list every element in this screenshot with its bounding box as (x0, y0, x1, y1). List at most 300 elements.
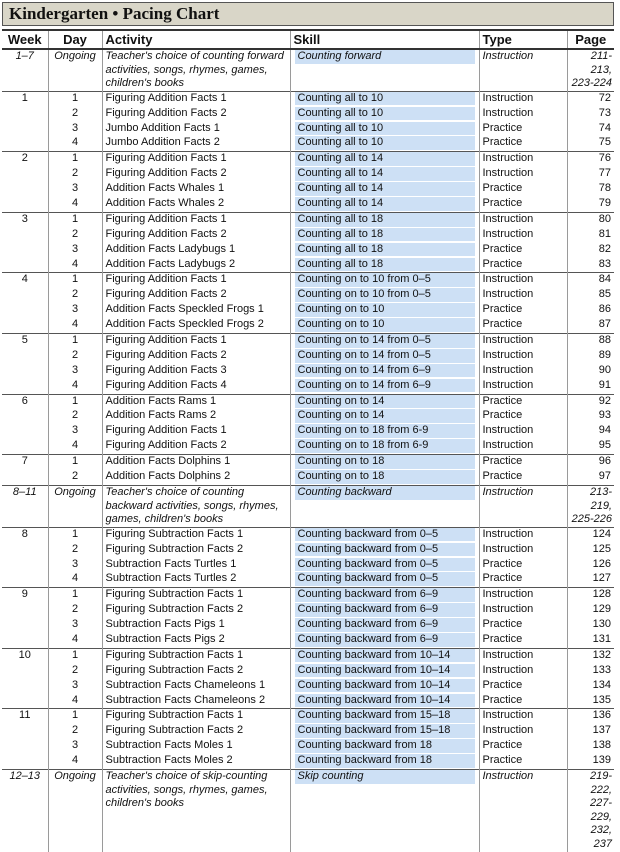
page-cell: 126 (567, 558, 614, 573)
week-cell (2, 228, 48, 243)
skill-highlight: Counting on to 10 (295, 303, 475, 317)
skill-cell (290, 334, 479, 349)
week-cell: 11 (2, 709, 48, 724)
skill-highlight: Counting backward from 0–5 (295, 528, 475, 542)
page-cell: 95 (567, 439, 614, 454)
skill-cell (290, 379, 479, 394)
table-row (2, 603, 614, 618)
page-cell: 127 (567, 572, 614, 587)
skill-highlight: Counting backward from 0–5 (295, 572, 475, 586)
day-cell: 1 (48, 394, 102, 409)
day-cell: 1 (48, 212, 102, 227)
page-cell: 90 (567, 364, 614, 379)
page-cell: 219-222, 227-229, 232, 237 (567, 769, 614, 851)
day-cell: 2 (48, 603, 102, 618)
activity-cell: Jumbo Addition Facts 2 (102, 136, 290, 151)
activity-cell: Subtraction Facts Pigs 1 (102, 618, 290, 633)
activity-cell: Addition Facts Speckled Frogs 2 (102, 318, 290, 333)
skill-cell (290, 303, 479, 318)
type-cell: Instruction (479, 527, 567, 542)
skill-cell (290, 122, 479, 137)
skill-highlight: Counting backward from 10–14 (295, 679, 475, 693)
week-cell: 8–11 (2, 485, 48, 527)
activity-cell: Addition Facts Ladybugs 2 (102, 258, 290, 273)
day-cell: 4 (48, 439, 102, 454)
day-cell: 1 (48, 91, 102, 106)
week-cell (2, 288, 48, 303)
day-cell: 2 (48, 349, 102, 364)
skill-cell (290, 49, 479, 91)
activity-cell: Figuring Addition Facts 2 (102, 349, 290, 364)
week-cell (2, 303, 48, 318)
skill-cell (290, 182, 479, 197)
type-cell: Practice (479, 455, 567, 470)
table-row (2, 212, 614, 227)
activity-cell: Addition Facts Rams 2 (102, 409, 290, 424)
day-cell: 1 (48, 273, 102, 288)
week-cell: 9 (2, 588, 48, 603)
skill-highlight: Counting all to 14 (295, 182, 475, 196)
day-cell: Ongoing (48, 49, 102, 91)
skill-cell (290, 709, 479, 724)
activity-cell: Addition Facts Dolphins 1 (102, 455, 290, 470)
activity-cell: Figuring Subtraction Facts 1 (102, 709, 290, 724)
activity-cell: Addition Facts Whales 2 (102, 197, 290, 212)
type-cell: Instruction (479, 724, 567, 739)
week-cell (2, 754, 48, 769)
skill-cell (290, 288, 479, 303)
page-cell: 76 (567, 152, 614, 167)
skill-cell (290, 455, 479, 470)
table-body (2, 49, 614, 852)
activity-cell: Subtraction Facts Moles 2 (102, 754, 290, 769)
column-header-week: Week (2, 30, 48, 49)
table-row (2, 334, 614, 349)
day-cell: 1 (48, 152, 102, 167)
page-cell: 94 (567, 424, 614, 439)
type-cell: Instruction (479, 107, 567, 122)
table-row (2, 588, 614, 603)
week-cell (2, 572, 48, 587)
day-cell: Ongoing (48, 485, 102, 527)
table-row (2, 273, 614, 288)
skill-highlight: Counting backward (295, 486, 475, 500)
type-cell: Practice (479, 394, 567, 409)
column-header-day: Day (48, 30, 102, 49)
day-cell: 3 (48, 679, 102, 694)
week-cell: 3 (2, 212, 48, 227)
skill-highlight: Counting all to 14 (295, 152, 475, 166)
type-cell: Practice (479, 694, 567, 709)
activity-cell: Addition Facts Whales 1 (102, 182, 290, 197)
day-cell: 4 (48, 572, 102, 587)
skill-highlight: Counting on to 10 from 0–5 (295, 273, 475, 287)
type-cell: Practice (479, 258, 567, 273)
activity-cell: Figuring Subtraction Facts 1 (102, 588, 290, 603)
table-row (2, 288, 614, 303)
day-cell: 3 (48, 618, 102, 633)
type-cell: Practice (479, 558, 567, 573)
table-row (2, 694, 614, 709)
week-cell (2, 439, 48, 454)
type-cell: Practice (479, 136, 567, 151)
week-cell (2, 694, 48, 709)
activity-cell: Teacher's choice of counting backward activities, songs, rhymes, games, children's books (102, 485, 290, 527)
page-cell: 79 (567, 197, 614, 212)
page-cell: 138 (567, 739, 614, 754)
week-cell (2, 318, 48, 333)
page-cell: 78 (567, 182, 614, 197)
week-cell (2, 558, 48, 573)
activity-cell: Figuring Subtraction Facts 2 (102, 664, 290, 679)
week-cell (2, 633, 48, 648)
skill-cell (290, 588, 479, 603)
skill-cell (290, 364, 479, 379)
table-row (2, 739, 614, 754)
type-cell: Instruction (479, 664, 567, 679)
page-cell: 96 (567, 455, 614, 470)
week-cell: 12–13 (2, 769, 48, 851)
activity-cell: Subtraction Facts Moles 1 (102, 739, 290, 754)
skill-highlight: Counting on to 18 from 6-9 (295, 424, 475, 438)
page-cell: 211-213, 223-224 (567, 49, 614, 91)
skill-cell (290, 318, 479, 333)
day-cell: 1 (48, 455, 102, 470)
skill-highlight: Counting all to 18 (295, 258, 475, 272)
day-cell: 2 (48, 228, 102, 243)
skill-cell (290, 664, 479, 679)
skill-highlight: Counting backward from 10–14 (295, 664, 475, 678)
table-row (2, 243, 614, 258)
table-row (2, 618, 614, 633)
skill-cell (290, 409, 479, 424)
week-cell (2, 409, 48, 424)
type-cell: Practice (479, 618, 567, 633)
skill-cell (290, 394, 479, 409)
table-row (2, 349, 614, 364)
table-row (2, 709, 614, 724)
table-row (2, 258, 614, 273)
day-cell: 2 (48, 107, 102, 122)
skill-cell (290, 558, 479, 573)
week-cell (2, 349, 48, 364)
table-row (2, 648, 614, 663)
page-cell: 137 (567, 724, 614, 739)
type-cell: Practice (479, 739, 567, 754)
skill-cell (290, 167, 479, 182)
type-cell: Practice (479, 197, 567, 212)
page-cell: 130 (567, 618, 614, 633)
table-row (2, 122, 614, 137)
skill-cell (290, 679, 479, 694)
type-cell: Instruction (479, 439, 567, 454)
day-cell: 3 (48, 243, 102, 258)
activity-cell: Figuring Addition Facts 3 (102, 364, 290, 379)
day-cell: 1 (48, 709, 102, 724)
skill-cell (290, 694, 479, 709)
page-cell: 81 (567, 228, 614, 243)
skill-highlight: Skip counting (295, 770, 475, 784)
day-cell: 3 (48, 558, 102, 573)
skill-highlight: Counting on to 14 from 0–5 (295, 349, 475, 363)
page-title: Kindergarten • Pacing Chart (2, 2, 614, 26)
skill-cell (290, 424, 479, 439)
day-cell: 4 (48, 633, 102, 648)
skill-cell (290, 724, 479, 739)
week-cell (2, 243, 48, 258)
skill-cell (290, 349, 479, 364)
skill-highlight: Counting all to 10 (295, 107, 475, 121)
activity-cell: Figuring Addition Facts 2 (102, 107, 290, 122)
table-row (2, 455, 614, 470)
skill-highlight: Counting backward from 10–14 (295, 694, 475, 708)
day-cell: 3 (48, 424, 102, 439)
page-cell: 88 (567, 334, 614, 349)
type-cell: Practice (479, 318, 567, 333)
day-cell: 2 (48, 724, 102, 739)
activity-cell: Addition Facts Rams 1 (102, 394, 290, 409)
page-cell: 136 (567, 709, 614, 724)
activity-cell: Teacher's choice of counting forward activities, songs, rhymes, games, children's books (102, 49, 290, 91)
table-row (2, 724, 614, 739)
page-cell: 83 (567, 258, 614, 273)
page-cell: 91 (567, 379, 614, 394)
type-cell: Instruction (479, 349, 567, 364)
page-cell: 73 (567, 107, 614, 122)
skill-cell (290, 633, 479, 648)
week-cell: 6 (2, 394, 48, 409)
activity-cell: Figuring Addition Facts 2 (102, 167, 290, 182)
page-cell: 213-219, 225-226 (567, 485, 614, 527)
week-cell (2, 679, 48, 694)
activity-cell: Figuring Subtraction Facts 2 (102, 543, 290, 558)
table-row (2, 558, 614, 573)
week-cell (2, 379, 48, 394)
week-cell (2, 739, 48, 754)
activity-cell: Figuring Addition Facts 2 (102, 439, 290, 454)
day-cell: 3 (48, 303, 102, 318)
type-cell: Instruction (479, 709, 567, 724)
skill-cell (290, 136, 479, 151)
skill-cell (290, 543, 479, 558)
type-cell: Practice (479, 243, 567, 258)
table-row (2, 664, 614, 679)
type-cell: Instruction (479, 212, 567, 227)
type-cell: Instruction (479, 543, 567, 558)
table-row (2, 409, 614, 424)
table-row (2, 485, 614, 527)
page-cell: 92 (567, 394, 614, 409)
week-cell: 7 (2, 455, 48, 470)
day-cell: Ongoing (48, 769, 102, 851)
type-cell: Instruction (479, 769, 567, 851)
skill-highlight: Counting on to 14 (295, 409, 475, 423)
activity-cell: Figuring Addition Facts 1 (102, 273, 290, 288)
skill-cell (290, 527, 479, 542)
column-header-page: Page (567, 30, 614, 49)
skill-highlight: Counting all to 14 (295, 197, 475, 211)
type-cell: Practice (479, 409, 567, 424)
activity-cell: Figuring Addition Facts 1 (102, 334, 290, 349)
day-cell: 2 (48, 543, 102, 558)
activity-cell: Addition Facts Ladybugs 1 (102, 243, 290, 258)
type-cell: Instruction (479, 288, 567, 303)
type-cell: Instruction (479, 648, 567, 663)
week-cell (2, 258, 48, 273)
page-cell: 74 (567, 122, 614, 137)
page-cell: 84 (567, 273, 614, 288)
table-row (2, 303, 614, 318)
table-row (2, 679, 614, 694)
day-cell: 4 (48, 318, 102, 333)
activity-cell: Figuring Subtraction Facts 1 (102, 527, 290, 542)
page-cell: 77 (567, 167, 614, 182)
skill-highlight: Counting backward from 0–5 (295, 558, 475, 572)
table-row (2, 394, 614, 409)
skill-cell (290, 273, 479, 288)
page-cell: 132 (567, 648, 614, 663)
week-cell (2, 182, 48, 197)
type-cell: Instruction (479, 364, 567, 379)
skill-highlight: Counting backward from 6–9 (295, 618, 475, 632)
table-row (2, 228, 614, 243)
table-row (2, 107, 614, 122)
day-cell: 4 (48, 379, 102, 394)
week-cell: 2 (2, 152, 48, 167)
type-cell: Instruction (479, 588, 567, 603)
column-header-type: Type (479, 30, 567, 49)
table-row (2, 754, 614, 769)
type-cell: Practice (479, 182, 567, 197)
table-row (2, 527, 614, 542)
skill-cell (290, 439, 479, 454)
week-cell (2, 122, 48, 137)
week-cell (2, 197, 48, 212)
table-row (2, 152, 614, 167)
activity-cell: Figuring Addition Facts 1 (102, 212, 290, 227)
type-cell: Practice (479, 633, 567, 648)
table-row (2, 572, 614, 587)
page-cell: 97 (567, 470, 614, 485)
type-cell: Instruction (479, 379, 567, 394)
day-cell: 4 (48, 258, 102, 273)
skill-highlight: Counting all to 10 (295, 136, 475, 150)
activity-cell: Figuring Addition Facts 2 (102, 288, 290, 303)
skill-cell (290, 258, 479, 273)
week-cell (2, 107, 48, 122)
skill-cell (290, 769, 479, 851)
page-cell: 135 (567, 694, 614, 709)
activity-cell: Addition Facts Speckled Frogs 1 (102, 303, 290, 318)
table-row (2, 91, 614, 106)
table-row (2, 167, 614, 182)
type-cell: Instruction (479, 167, 567, 182)
skill-highlight: Counting on to 14 from 6–9 (295, 379, 475, 393)
week-cell: 1 (2, 91, 48, 106)
skill-highlight: Counting backward from 0–5 (295, 543, 475, 557)
week-cell (2, 470, 48, 485)
day-cell: 2 (48, 409, 102, 424)
skill-highlight: Counting on to 10 from 0–5 (295, 288, 475, 302)
week-cell (2, 424, 48, 439)
table-row (2, 182, 614, 197)
table-row (2, 318, 614, 333)
table-row (2, 136, 614, 151)
day-cell: 1 (48, 588, 102, 603)
type-cell: Instruction (479, 273, 567, 288)
skill-cell (290, 648, 479, 663)
pacing-table (2, 29, 614, 852)
table-row (2, 543, 614, 558)
skill-cell (290, 572, 479, 587)
skill-highlight: Counting all to 14 (295, 167, 475, 181)
day-cell: 2 (48, 167, 102, 182)
type-cell: Instruction (479, 49, 567, 91)
skill-cell (290, 754, 479, 769)
week-cell (2, 136, 48, 151)
day-cell: 1 (48, 334, 102, 349)
skill-highlight: Counting all to 10 (295, 92, 475, 106)
week-cell: 5 (2, 334, 48, 349)
skill-cell (290, 91, 479, 106)
skill-cell (290, 485, 479, 527)
activity-cell: Figuring Addition Facts 1 (102, 91, 290, 106)
week-cell (2, 364, 48, 379)
page-cell: 86 (567, 303, 614, 318)
page-cell: 82 (567, 243, 614, 258)
skill-highlight: Counting backward from 15–18 (295, 709, 475, 723)
activity-cell: Teacher's choice of skip-counting activities, songs, rhymes, games, children's books (102, 769, 290, 851)
type-cell: Instruction (479, 152, 567, 167)
skill-highlight: Counting on to 14 (295, 395, 475, 409)
skill-highlight: Counting backward from 18 (295, 739, 475, 753)
table-row (2, 633, 614, 648)
table-row (2, 49, 614, 91)
skill-highlight: Counting on to 10 (295, 318, 475, 332)
type-cell: Instruction (479, 91, 567, 106)
page-cell: 131 (567, 633, 614, 648)
day-cell: 3 (48, 364, 102, 379)
type-cell: Practice (479, 572, 567, 587)
skill-highlight: Counting all to 18 (295, 243, 475, 257)
type-cell: Practice (479, 754, 567, 769)
type-cell: Instruction (479, 603, 567, 618)
day-cell: 4 (48, 754, 102, 769)
activity-cell: Figuring Subtraction Facts 1 (102, 648, 290, 663)
page-cell: 129 (567, 603, 614, 618)
day-cell: 2 (48, 288, 102, 303)
column-header-skill: Skill (290, 30, 479, 49)
table-row (2, 470, 614, 485)
page-cell: 80 (567, 212, 614, 227)
type-cell: Practice (479, 303, 567, 318)
table-header-row (2, 30, 614, 49)
page-cell: 87 (567, 318, 614, 333)
skill-highlight: Counting backward from 18 (295, 754, 475, 768)
week-cell: 10 (2, 648, 48, 663)
type-cell: Practice (479, 122, 567, 137)
skill-highlight: Counting on to 14 from 6–9 (295, 364, 475, 378)
activity-cell: Addition Facts Dolphins 2 (102, 470, 290, 485)
table-row (2, 379, 614, 394)
page-cell: 128 (567, 588, 614, 603)
week-cell: 8 (2, 527, 48, 542)
page-cell: 85 (567, 288, 614, 303)
day-cell: 4 (48, 197, 102, 212)
type-cell: Instruction (479, 334, 567, 349)
week-cell (2, 167, 48, 182)
activity-cell: Subtraction Facts Chameleons 2 (102, 694, 290, 709)
